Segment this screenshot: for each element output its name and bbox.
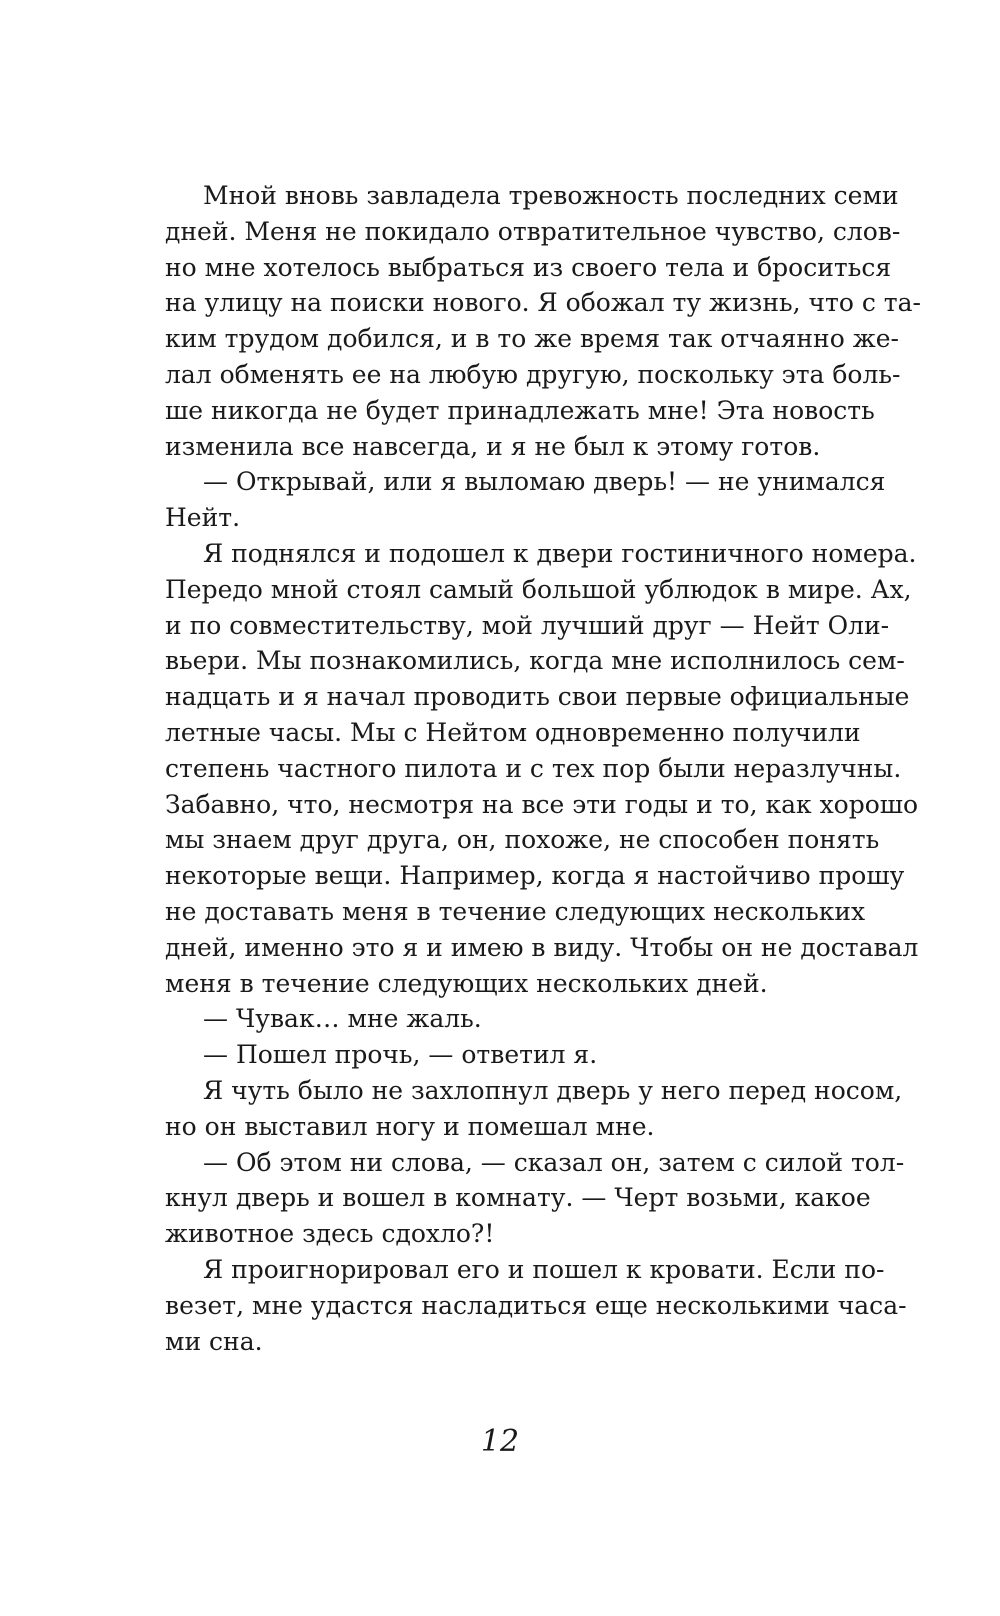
text-line: — Открывай, или я выломаю дверь! — не унимался	[203, 467, 886, 497]
text-line: изменила все навсегда, и я не был к этому готов.	[165, 431, 821, 461]
text-line: кнул дверь и вошел в комнату. — Черт возьми, какое	[165, 1183, 871, 1213]
text-line: — Об этом ни слова, — сказал он, затем с силой тол-	[203, 1147, 905, 1177]
text-line: но мне хотелось выбраться из своего тела и броситься	[165, 252, 892, 282]
text-line: дней, именно это я и имею в виду. Чтобы он не доставал	[165, 932, 919, 962]
text-line: меня в течение следующих нескольких дней.	[165, 968, 768, 998]
text-line: некоторые вещи. Например, когда я настойчиво прошу	[165, 861, 905, 891]
text-line: мы знаем друг друга, он, похоже, не способен понять	[165, 825, 880, 855]
text-line: Нейт.	[165, 503, 241, 533]
text-line: надцать и я начал проводить свои первые официальные	[165, 682, 910, 712]
text-line: ше никогда не будет принадлежать мне! Эта новость	[165, 395, 875, 425]
text-line: на улицу на поиски нового. Я обожал ту жизнь, что с та-	[165, 288, 921, 318]
text-line: и по совместительству, мой лучший друг — Нейт Оли-	[165, 610, 890, 640]
text-line: везет, мне удастся насладиться еще несколькими часа-	[165, 1290, 907, 1320]
page-number: 12	[480, 1424, 520, 1459]
text-line: животное здесь сдохло?!	[165, 1219, 495, 1249]
text-line: ким трудом добился, и в то же время так отчаянно же-	[165, 324, 899, 354]
text-line: Я проигнорировал его и пошел к кровати. Если по-	[203, 1254, 885, 1284]
text-line: Передо мной стоял самый большой ублюдок в мире. Ах,	[165, 574, 912, 604]
text-line: Мной вновь завладела тревожность последних семи	[203, 181, 899, 210]
text-line: лал обменять ее на любую другую, поскольку эта боль-	[165, 359, 901, 389]
text-line: ми сна.	[165, 1326, 263, 1356]
text-line: не доставать меня в течение следующих нескольких	[165, 896, 866, 926]
text-line: степень частного пилота и с тех пор были неразлучны.	[165, 753, 902, 783]
text-line: Я поднялся и подошел к двери гостиничного номера.	[203, 538, 917, 568]
text-line: Забавно, что, несмотря на все эти годы и то, как хорошо	[165, 789, 919, 819]
body-text	[165, 178, 921, 1359]
text-line: Я чуть было не захлопнул дверь у него перед носом,	[203, 1075, 903, 1105]
text-line: но он выставил ногу и помешал мне.	[165, 1111, 655, 1141]
text-line: дней. Меня не покидало отвратительное чувство, слов-	[165, 216, 901, 246]
text-line: летные часы. Мы с Нейтом одновременно получили	[165, 717, 861, 747]
text-line: — Чувак… мне жаль.	[203, 1004, 482, 1034]
text-line: вьери. Мы познакомились, когда мне исполнилось сем-	[165, 646, 905, 676]
text-line: — Пошел прочь, — ответил я.	[203, 1040, 598, 1070]
